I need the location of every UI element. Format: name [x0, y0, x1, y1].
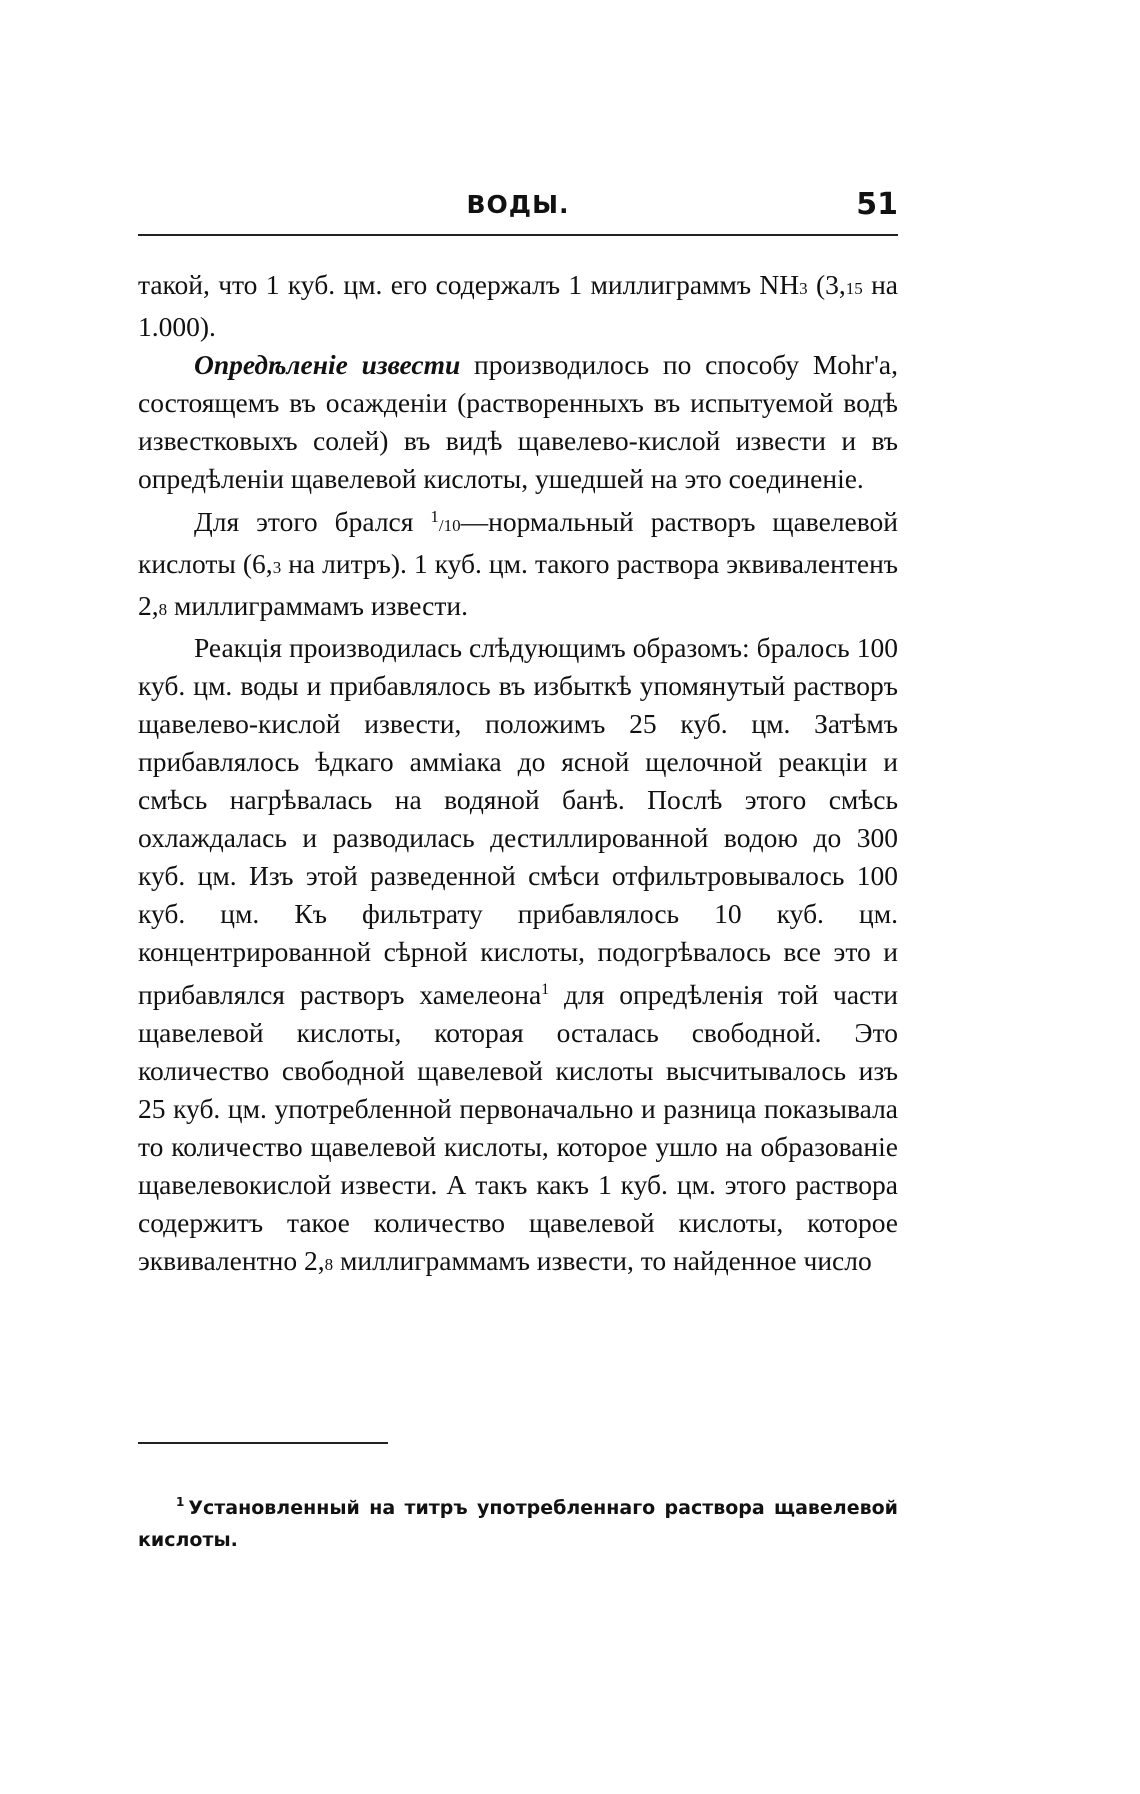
p1-sub: 3: [799, 279, 808, 298]
p3-pre: Для этого брался: [194, 506, 431, 537]
p3-text2: на литръ). 1 куб. цм. такого раствора эквивалентенъ 2,: [138, 548, 898, 621]
p3-text3: миллиграммамъ извести.: [167, 590, 468, 621]
p3-text: —нормальный растворъ щавелевой кислоты (6,: [138, 506, 899, 579]
p4-text: Реакція производилась слѣдующимъ образомъ: бралось 100 куб. цм. воды и прибавлялось въ избыткѣ упомянутый растворъ щавелево-кислой извести, положимъ 25 куб. цм. Затѣмъ прибавлялось ѣдкаго амміака до ясной щелочной реакціи и смѣсь нагрѣвалась на водяной банѣ. Послѣ этого смѣсь охлаждалась и разводилась дестиллированной водою до 300 куб. цм. Изъ этой разведенной смѣси отфильтровывалось 100 куб. цм. Къ фильтрату прибавлялось 10 куб. цм. концентрированной сѣрной кислоты, подогрѣвалось все это и прибавлялся растворъ хамелеона: [138, 632, 898, 1010]
p4-text2: для опредѣленія той части щавелевой кислоты, которая осталась свободной. Это количество свободной щавелевой кислоты высчитывалось изъ 25 куб. цм. употребленной первоначально и разница показывала то количество щавелевой кислоты, которое ушло на образованіе щавелевокислой извести. А такъ какъ 1 куб. цм. этого раствора содержитъ такое количество щавелевой кислоты, которое эквивалентно 2,: [138, 979, 898, 1276]
paragraph-3: [138, 498, 898, 629]
running-head: [138, 187, 898, 230]
header-rule: [138, 234, 898, 236]
footnote-text: Установленный на титръ употребленнаго раствора щавелевой кислоты.: [138, 1497, 898, 1551]
running-head-title: ВОДЫ.: [466, 190, 570, 219]
p1-text-after: (3,: [807, 269, 846, 300]
p3-frac-den: /10: [438, 516, 461, 535]
p4-text3: миллиграммамъ извести, то найденное число: [333, 1245, 872, 1276]
p1-text: такой, что 1 куб. цм. его содержалъ 1 миллиграммъ NH: [138, 269, 800, 300]
paragraph-2: [138, 346, 898, 498]
p1-text-end: на 1.000).: [138, 269, 898, 342]
page-number: 51: [856, 187, 898, 222]
paragraph-4: [138, 629, 898, 1284]
paragraph-1: [138, 266, 898, 346]
p2-text: производилось по способу Mohr'а, состоящемъ въ осажденіи (растворенныхъ въ испытуемой водѣ известковыхъ солей) въ видѣ щавелево-кислой извести и въ опредѣленіи щавелевой кислоты, ушедшей на это соединеніе.: [138, 349, 898, 494]
p4-sub: 8: [324, 1255, 334, 1274]
p3-sub2: 8: [158, 600, 168, 619]
footnote-mark: 1: [176, 1495, 185, 1509]
footnote-rule: [138, 1442, 388, 1444]
body-text: [138, 266, 898, 1284]
p1-sub2: 15: [845, 279, 863, 298]
footnote: [138, 1486, 898, 1556]
p2-term: Опредѣленіе извести: [194, 349, 461, 380]
p3-sub: 3: [272, 558, 282, 577]
footnote-reference: 1: [541, 981, 550, 998]
p3-frac-num: 1: [430, 507, 439, 526]
